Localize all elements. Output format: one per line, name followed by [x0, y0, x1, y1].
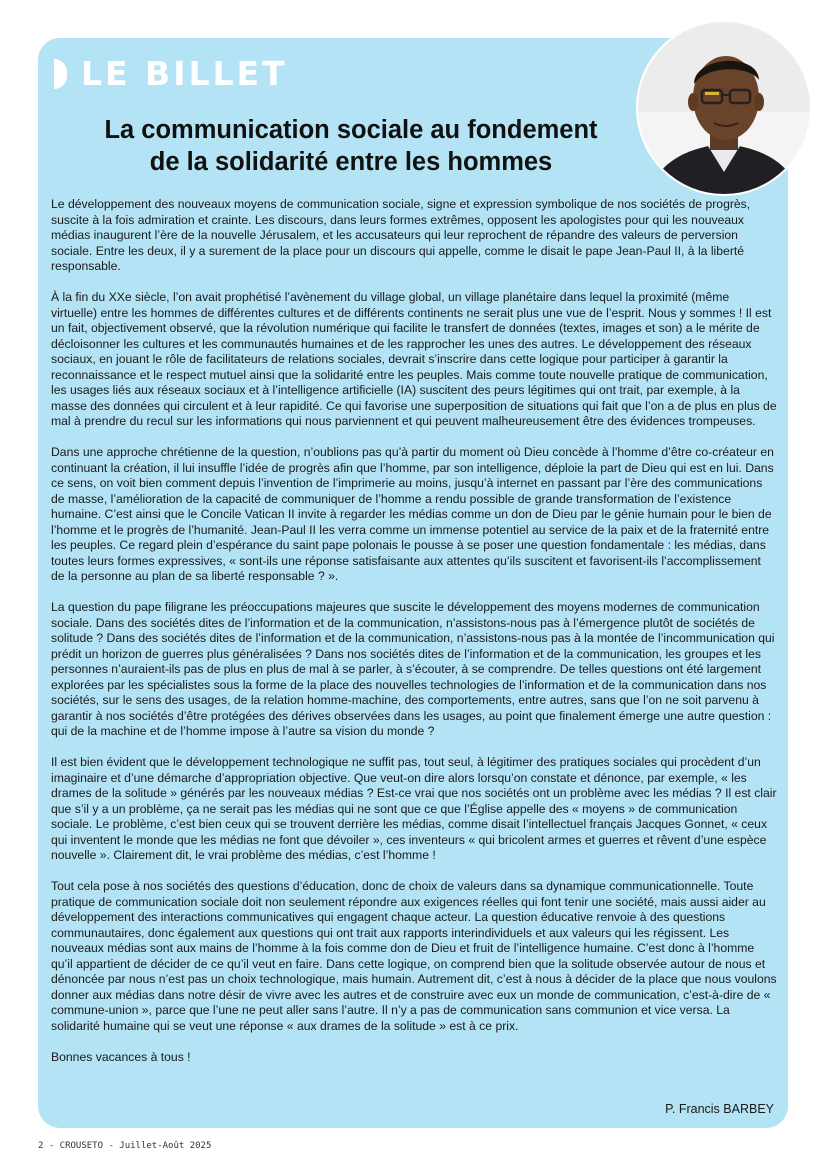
- article-body: [51, 197, 777, 1081]
- article-paragraph-6: Tout cela pose à nos sociétés des questions d’éducation, donc de choix de valeurs dans sa dynamique communicationnelle. Toute pratique de communication sociale doit non seulement répondre aux exigences réelles qui font tenir une société, mais aussi aider au développement des interactions communicatives qui engagent chaque acteur. La question éducative renvoie à des questions communautaires, donc également aux questions qui ont trait aux rapports interindividuels et aux valeurs qui les régissent. Les nouveaux médias sont aux mains de l’homme à la fois comme don de Dieu et fruit de l’intelligence humaine. C’est donc à l’homme qu’il appartient de décider de ce qu’il veut en faire. Dans cette logique, on comprend bien que la solitude observée autour de nous et dénoncée par nous n’est pas un choix technologique, mais humain. Autrement dit, c’est à nous à décider de la place que nous voulons donner aux médias dans notre désir de vivre avec les autres et de construire avec eux un monde de communication, c’est-à-dire de « commune-union », parce que l’une ne peut aller sans l’autre. Il n’y a pas de communication sans communion et vice versa. La solidarité humaine qui se veut une réponse « aux drames de la solitude » est à ce prix.: [51, 879, 777, 1033]
- article-paragraph-2: À la fin du XXe siècle, l’on avait prophétisé l’avènement du village global, un village planétaire dans lequel la proximité (même virtuelle) entre les hommes de différentes cultures et de différents continents ne serait plus une vue de l’esprit. Nous y sommes ! Il est un fait, objectivement observé, que la révolution numérique qui facilite le transfert de données (textes, images et son) a le mérite de décloisonner les cultures et les communautés humaines et de les rapprocher les unes des autres. Le développement des réseaux sociaux, en jouant le rôle de facilitateurs de relations sociales, devrait s’inscrire dans cette logique pour participer à garantir la reconnaissance et le respect mutuel ainsi que la solidarité entre les peuples. Mais comme toute nouvelle pratique de communication, les usages liés aux réseaux sociaux et à l’intelligence artificielle (IA) suscitent des peurs légitimes qui ont trait, par exemple, à la masse des données qui circulent et à leur rapidité. Ce qui favorise une superposition de situations qui fait que l’on a de plus en plus de mal à prendre du recul sur les informations qui nous parviennent et qui peuvent malheureusement être des évidences trompeuses.: [51, 290, 777, 428]
- author-portrait: [636, 20, 812, 196]
- article-paragraph-5: Il est bien évident que le développement technologique ne suffit pas, tout seul, à légitimer des pratiques sociales qui procèdent d’un imaginaire et d’une démarche d’appropriation objective. Que veut-on dire alors lorsqu’on constate et dénonce, par exemple, « les drames de la solitude » générés par les nouveaux médias ? Est-ce vrai que nos sociétés ont un problème avec les médias ? Il est clair que s’il y a un problème, ça ne serait pas les médias qui ne sont que ce que l’Église appelle des « moyens » de communication sociale. Le problème, c’est bien ceux qui se trouvent derrière les médias, comme disait l’intellectuel français Jacques Gonnet, « ceux qui inventent le monde que les médias ne font que dévoiler », ces inventeurs « qui bricolent armes et guerres et rêvent d’une espèce nouvelle ». Clairement dit, le vrai problème des médias, c’est l’homme !: [51, 755, 777, 862]
- article-title: [46, 114, 656, 178]
- article-closing: Bonnes vacances à tous !: [51, 1049, 191, 1064]
- article-paragraph-1: Le développement des nouveaux moyens de communication sociale, signe et expression symbolique de nos sociétés de progrès, suscite à la fois admiration et crainte. Les discours, dans leurs formes extrêmes, opposent les apologistes pour qui les nouveaux médias inaugurent l’ère de la nouvelle Jérusalem, et les accusateurs qui leur reprochent de répandre des valeurs de perversion sociale. Entre les deux, il y a surement de la place pour un discours qui appelle, comme le disait le pape Jean-Paul II, à la liberté responsable.: [51, 197, 751, 273]
- kicker-label: LE BILLET: [81, 54, 288, 93]
- page-footer: 2 - CROUSETO - Juillet-Août 2025: [38, 1141, 212, 1151]
- section-kicker: [54, 56, 288, 92]
- article-title-line-2: de la solidarité entre les hommes: [149, 148, 553, 176]
- author-signature: P. Francis BARBEY: [665, 1102, 774, 1116]
- article-paragraph-4: La question du pape filigrane les préoccupations majeures que suscite le développement des moyens modernes de communication sociale. Dans des sociétés dites de l’information et de la communication, n’assistons-nous pas à l’émergence plutôt de sociétés de solitude ? Dans des sociétés dites de l’information et de la communication, n’assistons-nous pas à la montée de l’incommunication qui prédit un horizon de guerres plus généralisées ? Dans nos sociétés dites de l’information et de la communication, les groupes et les personnes n’auraient-ils pas de plus en plus de mal à se parler, à s’écouter, à se comprendre. De telles questions ont été largement explorées par les spécialistes sous la forme de la place des nouvelles technologies de l’information et de la communication dans nos sociétés, sur le sens des usages, de la relation homme-machine, des comportements, entre autres, sans que l’on ne soit parvenu à garantir à nos sociétés d’être protégées des dérives observées dans les usages, au point que finalement émerge une autre question : qui de la machine et de l’homme impose à l’autre sa vision du monde ?: [51, 600, 775, 738]
- article-title-line-1: La communication sociale au fondement: [104, 116, 598, 144]
- kicker-mark: [54, 59, 67, 89]
- author-photo: [638, 22, 810, 194]
- article-paragraph-3: Dans une approche chrétienne de la question, n’oublions pas qu’à partir du moment où Dieu concède à l’homme d’être co-créateur en continuant la création, il lui insuffle l’idée de progrès afin que l’homme, par son intelligence, déploie la part de Dieu qui est en lui. Dans ce sens, on voit bien comment depuis l’invention de l’imprimerie au moins, jusqu’à internet en passant par l’ère des communications de masse, l’amélioration de la capacité de communiquer de l’homme a rendu possible de grande transformation de l’existence humaine. C’est ainsi que le Concile Vatican II invite à regarder les médias comme un don de Dieu par le génie humain pour le bien de l’homme et le progrès de l’humanité. Jean-Paul II les verra comme un immense potentiel au service de la paix et de la fraternité entre les peuples. Ce regard plein d’espérance du saint pape polonais le pousse à se poser une question fondamentale : les médias, dans toutes leurs formes expressives, « sont-ils une réponse satisfaisante aux attentes qu’ils suscitent et favorisent-ils l’accomplissement de la personne au plan de sa liberté responsable ? ».: [51, 445, 774, 583]
